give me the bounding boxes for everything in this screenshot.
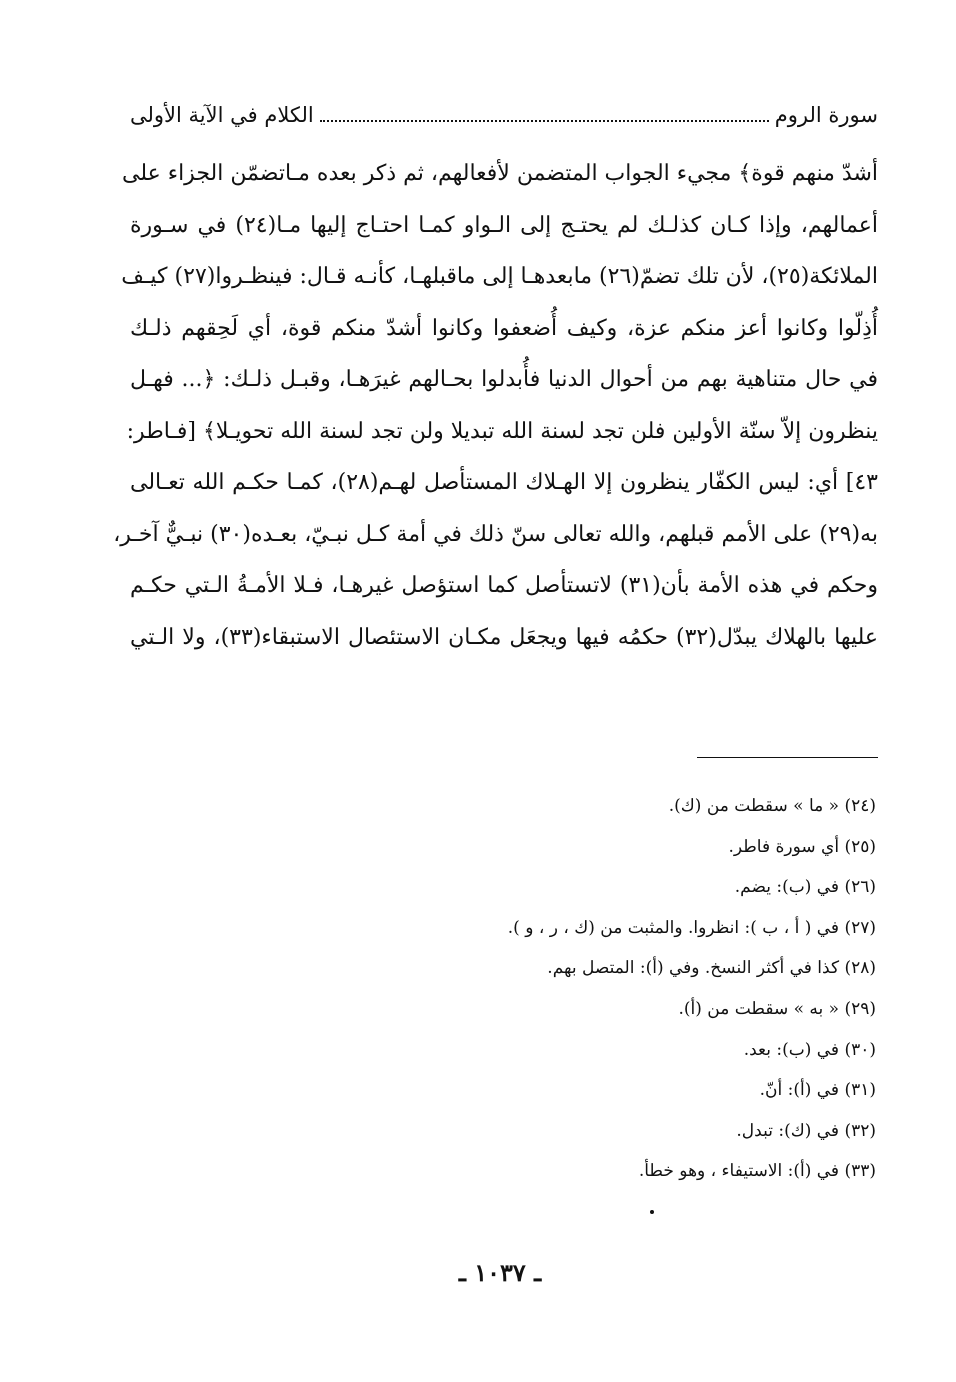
footnotes [316, 786, 876, 1192]
footnote-item: (٢٦) في (ب): يضم. [734, 877, 876, 898]
page-number: ـ ١٠٣٧ ـ [458, 1258, 542, 1287]
text-line: به(٢٩) على الأمم قبلهم، والله تعالى سنّ ذلك في أمة كـل نبـيّ، بعـده(٣٠) نبـيٌّ آخـر، [113, 521, 878, 547]
text-line: أعمالهم، وإذا كـان كذلـك لم يحتـج إلى الـواو كمـا احتـاج إليها مـا(٢٤) في سـورة [130, 212, 878, 238]
running-header [130, 98, 878, 132]
header-section-title: الكلام في الآية الأولى [130, 103, 314, 127]
header-surah-title: سورة الروم [774, 103, 878, 127]
text-line: أشدّ منهم قوة﴾ مجيء الجواب المتضمن لأفعالهم، ثم ذكر بعده مـاتضمّن الجزاء على [121, 161, 878, 186]
main-text [113, 148, 879, 663]
text-line: الملائكة(٢٥)، لأن تلك تضمّ(٢٦) مابعدهـا إلى ماقبلهـا، كأنـه قـال: فينظـروا(٢٧) كيـف [121, 264, 878, 289]
footnote-item: (٢٧) في ( أ ، ب ): انظروا. والمثبت من (ك ، ر ، و ). [507, 917, 876, 938]
text-line: ينظرون إلاّ سنّة الأولين فلن تجد لسنة الله تبديلا ولن تجد لسنة الله تحويـلا﴾ [فـاطر: [126, 418, 878, 444]
footnote-item: (٣٢) في (ك): تبدل. [736, 1120, 876, 1141]
footnote-item: (٣٣) في (أ): الاستيفاء ، وهو خطأ. [638, 1161, 876, 1182]
footnote-item: (٢٤) « ما » سقطت من (ك). [668, 796, 876, 816]
footnote-item: (٢٨) كذا في أكثر النسخ. وفي (أ): المتصل بهم. [547, 958, 876, 979]
footnote-item: (٢٩) « به » سقطت من (أ). [678, 998, 876, 1019]
footnote-separator [697, 757, 878, 758]
text-line: ٤٣] أي: ليس الكفّار ينظرون إلا الهـلاك المستأصل لهـم(٢٨)، كمـا حكـم الله تعـالى [130, 470, 878, 495]
text-line: وحكم في هذه الأمة بأن(٣١) لاتستأصل كما استؤصل غيرهـا، فـلا الأمـةُ الـتي حكـم [130, 573, 878, 598]
footnote-item: (٣٠) في (ب): بعد. [743, 1039, 876, 1060]
footnote-item: (٢٥) أي سورة فاطر. [728, 836, 876, 857]
header-dotted-leader [320, 119, 769, 122]
text-line: عليها بالهلاك يبدّل(٣٢) حكمُه فيها ويجعَل مكـان الاستئصال الاستبقاء(٣٣)، ولا الـتي [130, 624, 879, 650]
ink-dot [650, 1210, 654, 1214]
footnote-item: (٣١) في (أ): أنّ. [759, 1080, 876, 1101]
text-line: في حال متناهية بهم من أحوال الدنيا فأُبدلوا بحـالهم غيرَهـا، وقبـل ذلـك: ﴿... فهـل [130, 367, 878, 392]
text-line: أُذِلّوا وكانوا أعز منكم عزة، وكيف أُضعفوا وكانوا أشدّ منكم قوة، أي لَحِقهم ذلـك [130, 315, 878, 341]
